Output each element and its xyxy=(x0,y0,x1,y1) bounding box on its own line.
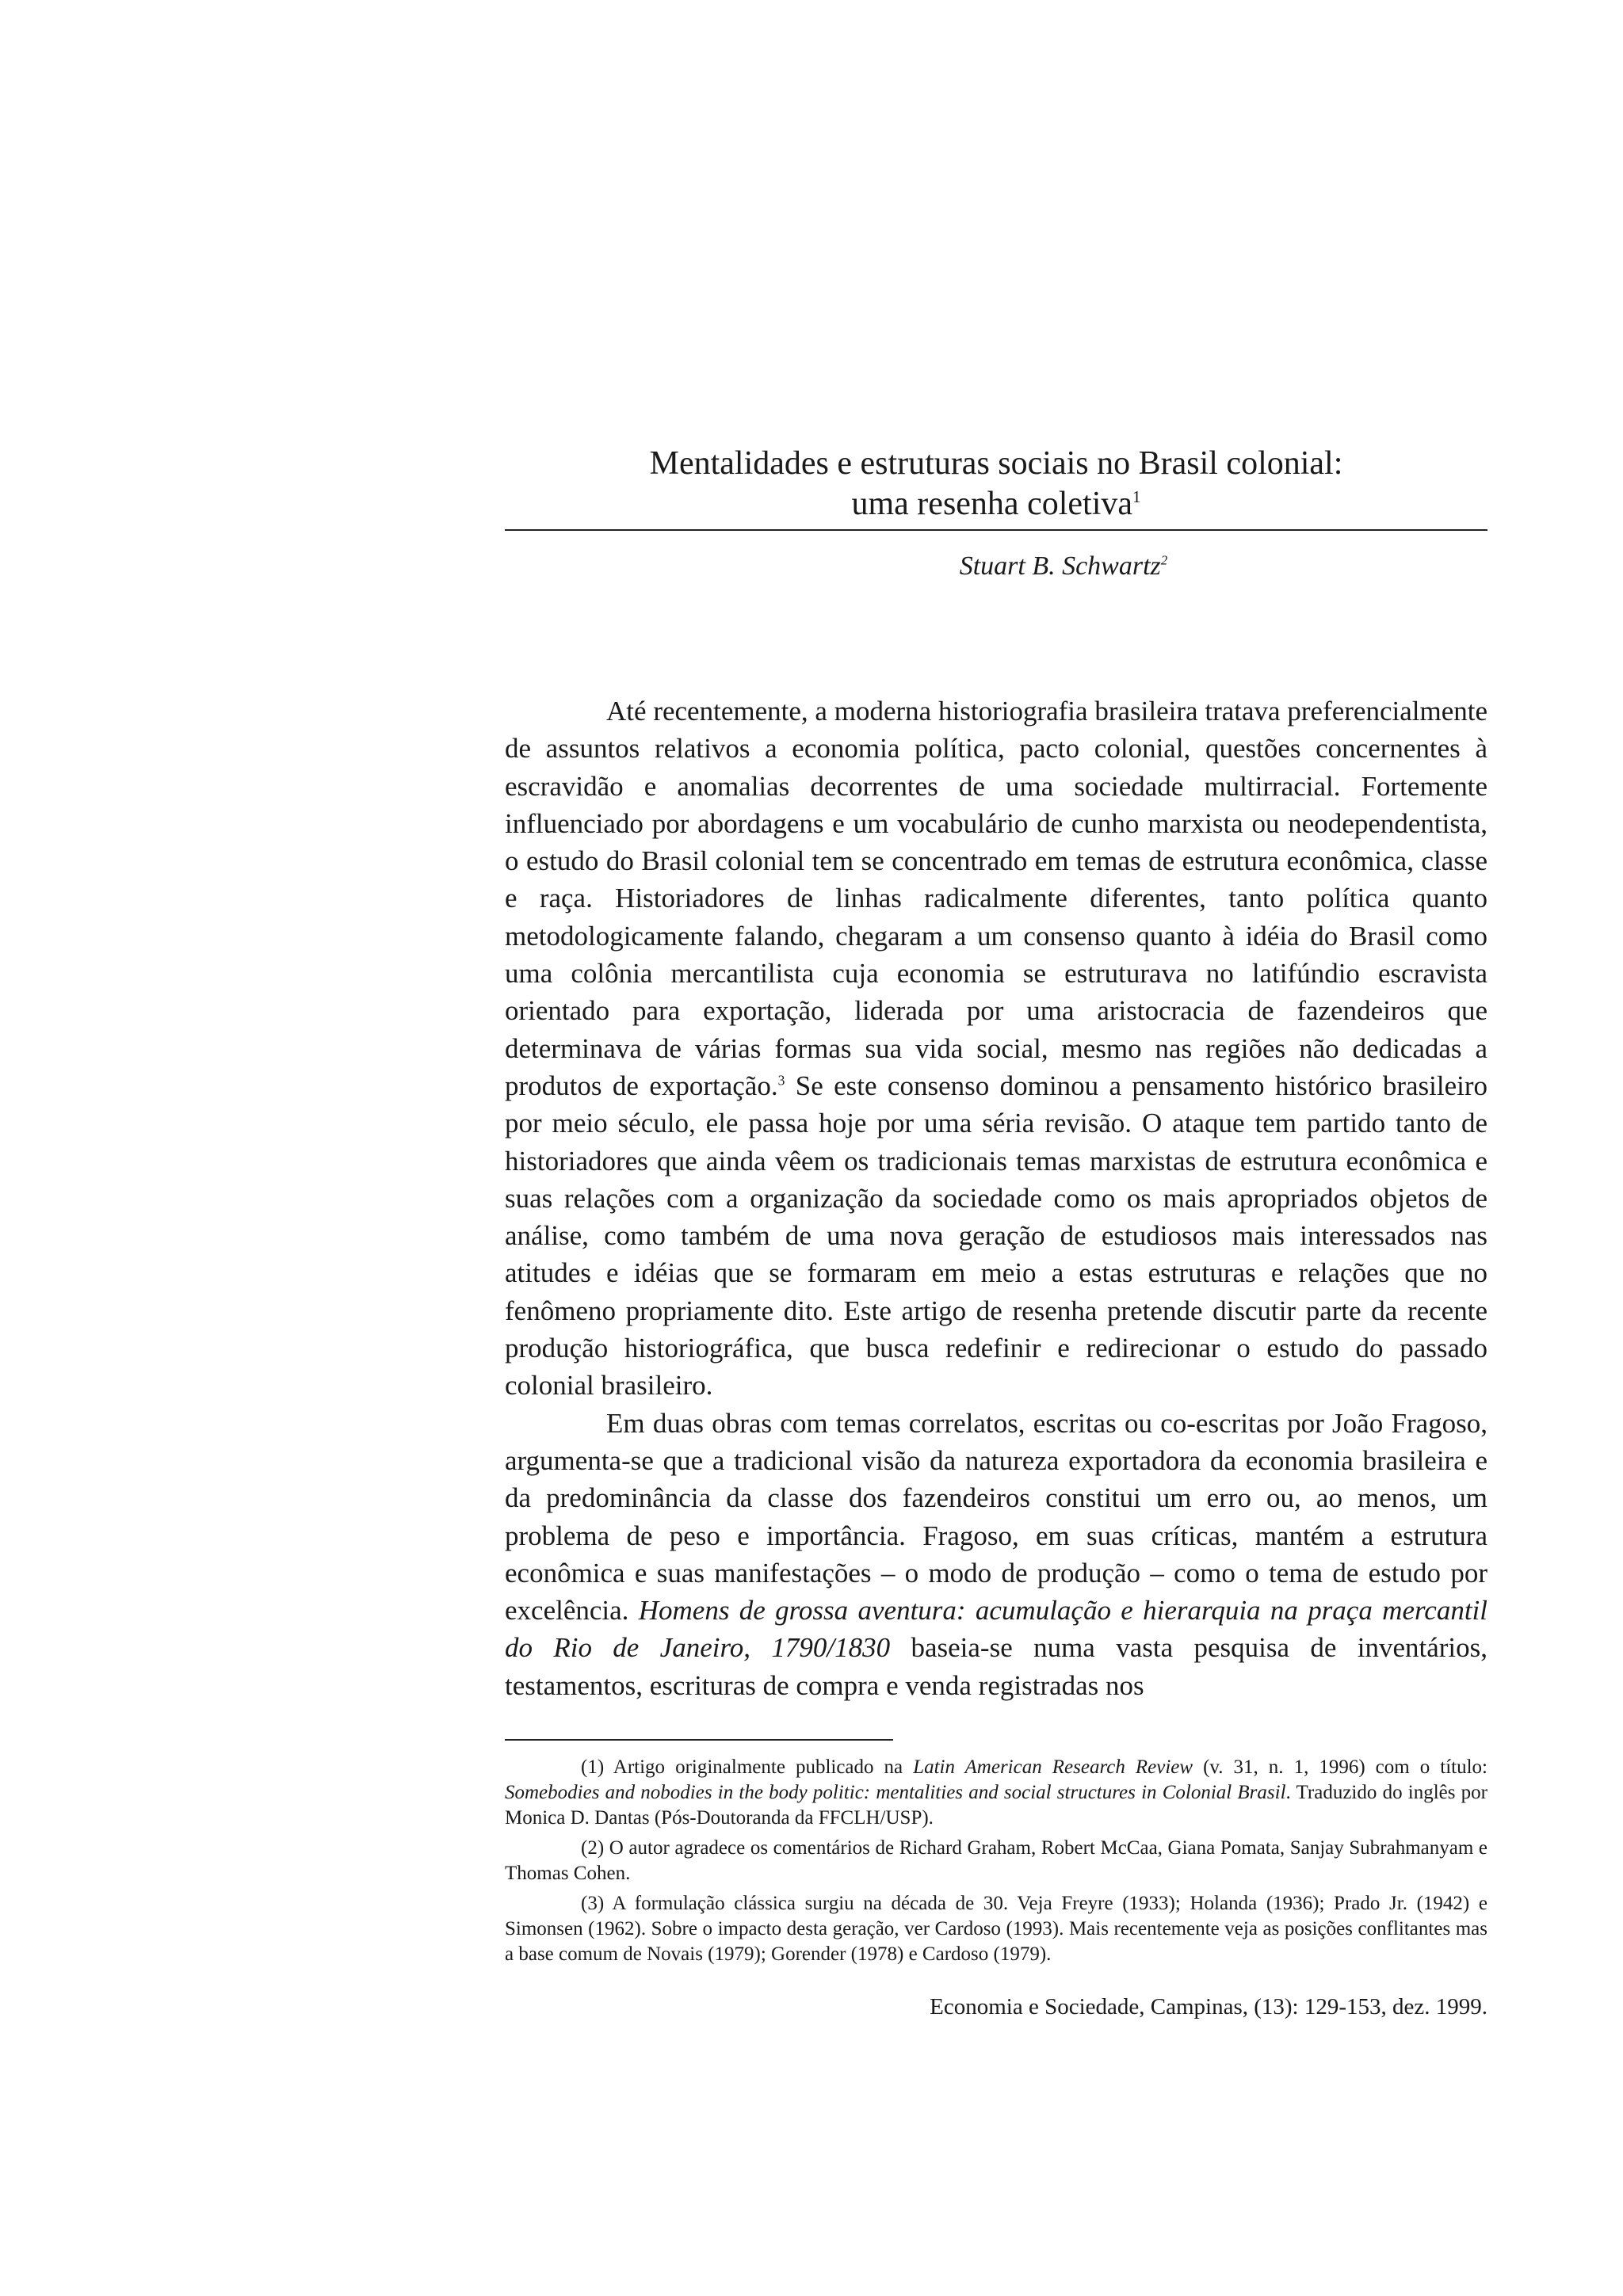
journal-citation: Economia e Sociedade, Campinas, (13): 129-153, dez. 1999. xyxy=(930,1994,1487,2020)
article-page xyxy=(505,444,1487,2020)
author-name xyxy=(505,551,1487,582)
p2-text-b: baseia-se numa vasta pesquisa de inventários, testamentos, escrituras de compra e venda registradas nos xyxy=(505,1632,1487,1701)
body-paragraph-2 xyxy=(505,1405,1487,1704)
footnote-1 xyxy=(505,1755,1487,1831)
fn1-title: Somebodies and nobodies in the body politic: mentalities and social structures in Colonial Brasil xyxy=(505,1782,1286,1804)
footnote-marker-3: 3 xyxy=(777,1072,785,1089)
p1-text-b: Se este consenso dominou a pensamento histórico brasileiro por meio século, ele passa hoje por uma séria revisão. O ataque tem partido tanto de historiadores que ainda vêem os tradicionais temas marxistas de estrutura econômica e suas relações com a organização da sociedade como os mais apropriados objetos de análise, como também de uma nova geração de estudiosos mais interessados nas atitudes e idéias que se formaram em meio a estas estruturas e relações que no fenômeno propriamente dito. Este artigo de resenha pretende discutir parte da recente produção historiográfica, que busca redefinir e redirecionar o estudo do passado colonial brasileiro. xyxy=(505,1070,1487,1402)
article-title xyxy=(505,444,1487,524)
author-footnote-marker: 2 xyxy=(1160,552,1168,568)
footnote-3: (3) A formulação clássica surgiu na década de 30. Veja Freyre (1933); Holanda (1936); Prado Jr. (1942) e Simonsen (1962). Sobre o impacto desta geração, ver Cardoso (1993). Mais recentemente veja as posições conflitantes mas a base comum de Novais (1979); Gorender (1978) e Cardoso (1979). xyxy=(505,1893,1487,1966)
p2-book-title: Homens de grossa aventura: acumulação e hierarquia na praça mercantil do Rio de Janeiro, 1790/1830 xyxy=(505,1595,1488,1664)
p1-text-a: Até recentemente, a moderna historiografia brasileira tratava preferencialmente de assuntos relativos a economia política, pacto colonial, questões concernentes à escravidão e anomalias decorrentes de uma sociedade multirracial. Fortemente influenciado por abordagens e um vocabulário de cunho marxista ou neodependentista, o estudo do Brasil colonial tem se concentrado em temas de estrutura econômica, classe e raça. Historiadores de linhas radicalmente diferentes, tanto política quanto metodologicamente falando, chegaram a um consenso quanto à idéia do Brasil como uma colônia mercantilista cuja economia se estruturava no latifúndio escravista orientado para exportação, liderada por uma aristocracia de fazendeiros que determinava de várias formas sua vida social, mesmo nas regiões não dedicadas a produtos de exportação. xyxy=(505,696,1487,1101)
title-divider xyxy=(505,529,1487,531)
footnote-divider xyxy=(505,1739,893,1741)
p2-text-a: Em duas obras com temas correlatos, escritas ou co-escritas por João Fragoso, argumenta-se que a tradicional visão da natureza exportadora da economia brasileira e da predominância da classe dos fazendeiros constitui um erro ou, ao menos, um problema de peso e importância. Fragoso, em suas críticas, mantém a estrutura econômica e suas manifestações – o modo de produção – como o tema de estudo por excelência. xyxy=(505,1407,1487,1627)
fn1-text-c: . Traduzido do inglês por Monica D. Dantas (Pós-Doutoranda da FFCLH/USP). xyxy=(505,1782,1487,1829)
title-line-1: Mentalidades e estruturas sociais no Brasil colonial: xyxy=(649,445,1343,482)
fn1-text-b: (v. 31, n. 1, 1996) com o título: xyxy=(1193,1756,1487,1779)
body-paragraph-1 xyxy=(505,692,1487,1405)
title-line-2 xyxy=(505,484,1487,524)
footnote-2: (2) O autor agradece os comentários de Richard Graham, Robert McCaa, Giana Pomata, Sanjay Subrahmanyam e Thomas Cohen. xyxy=(505,1837,1487,1885)
title-line-2-text: uma resenha coletiva xyxy=(851,486,1132,522)
fn1-journal: Latin American Research Review xyxy=(913,1756,1193,1779)
fn1-text-a: (1) Artigo originalmente publicado na xyxy=(581,1756,914,1779)
title-footnote-marker: 1 xyxy=(1132,487,1141,506)
article-body xyxy=(505,692,1487,1704)
author-text: Stuart B. Schwartz xyxy=(959,551,1161,581)
footnotes xyxy=(505,1755,1487,1967)
